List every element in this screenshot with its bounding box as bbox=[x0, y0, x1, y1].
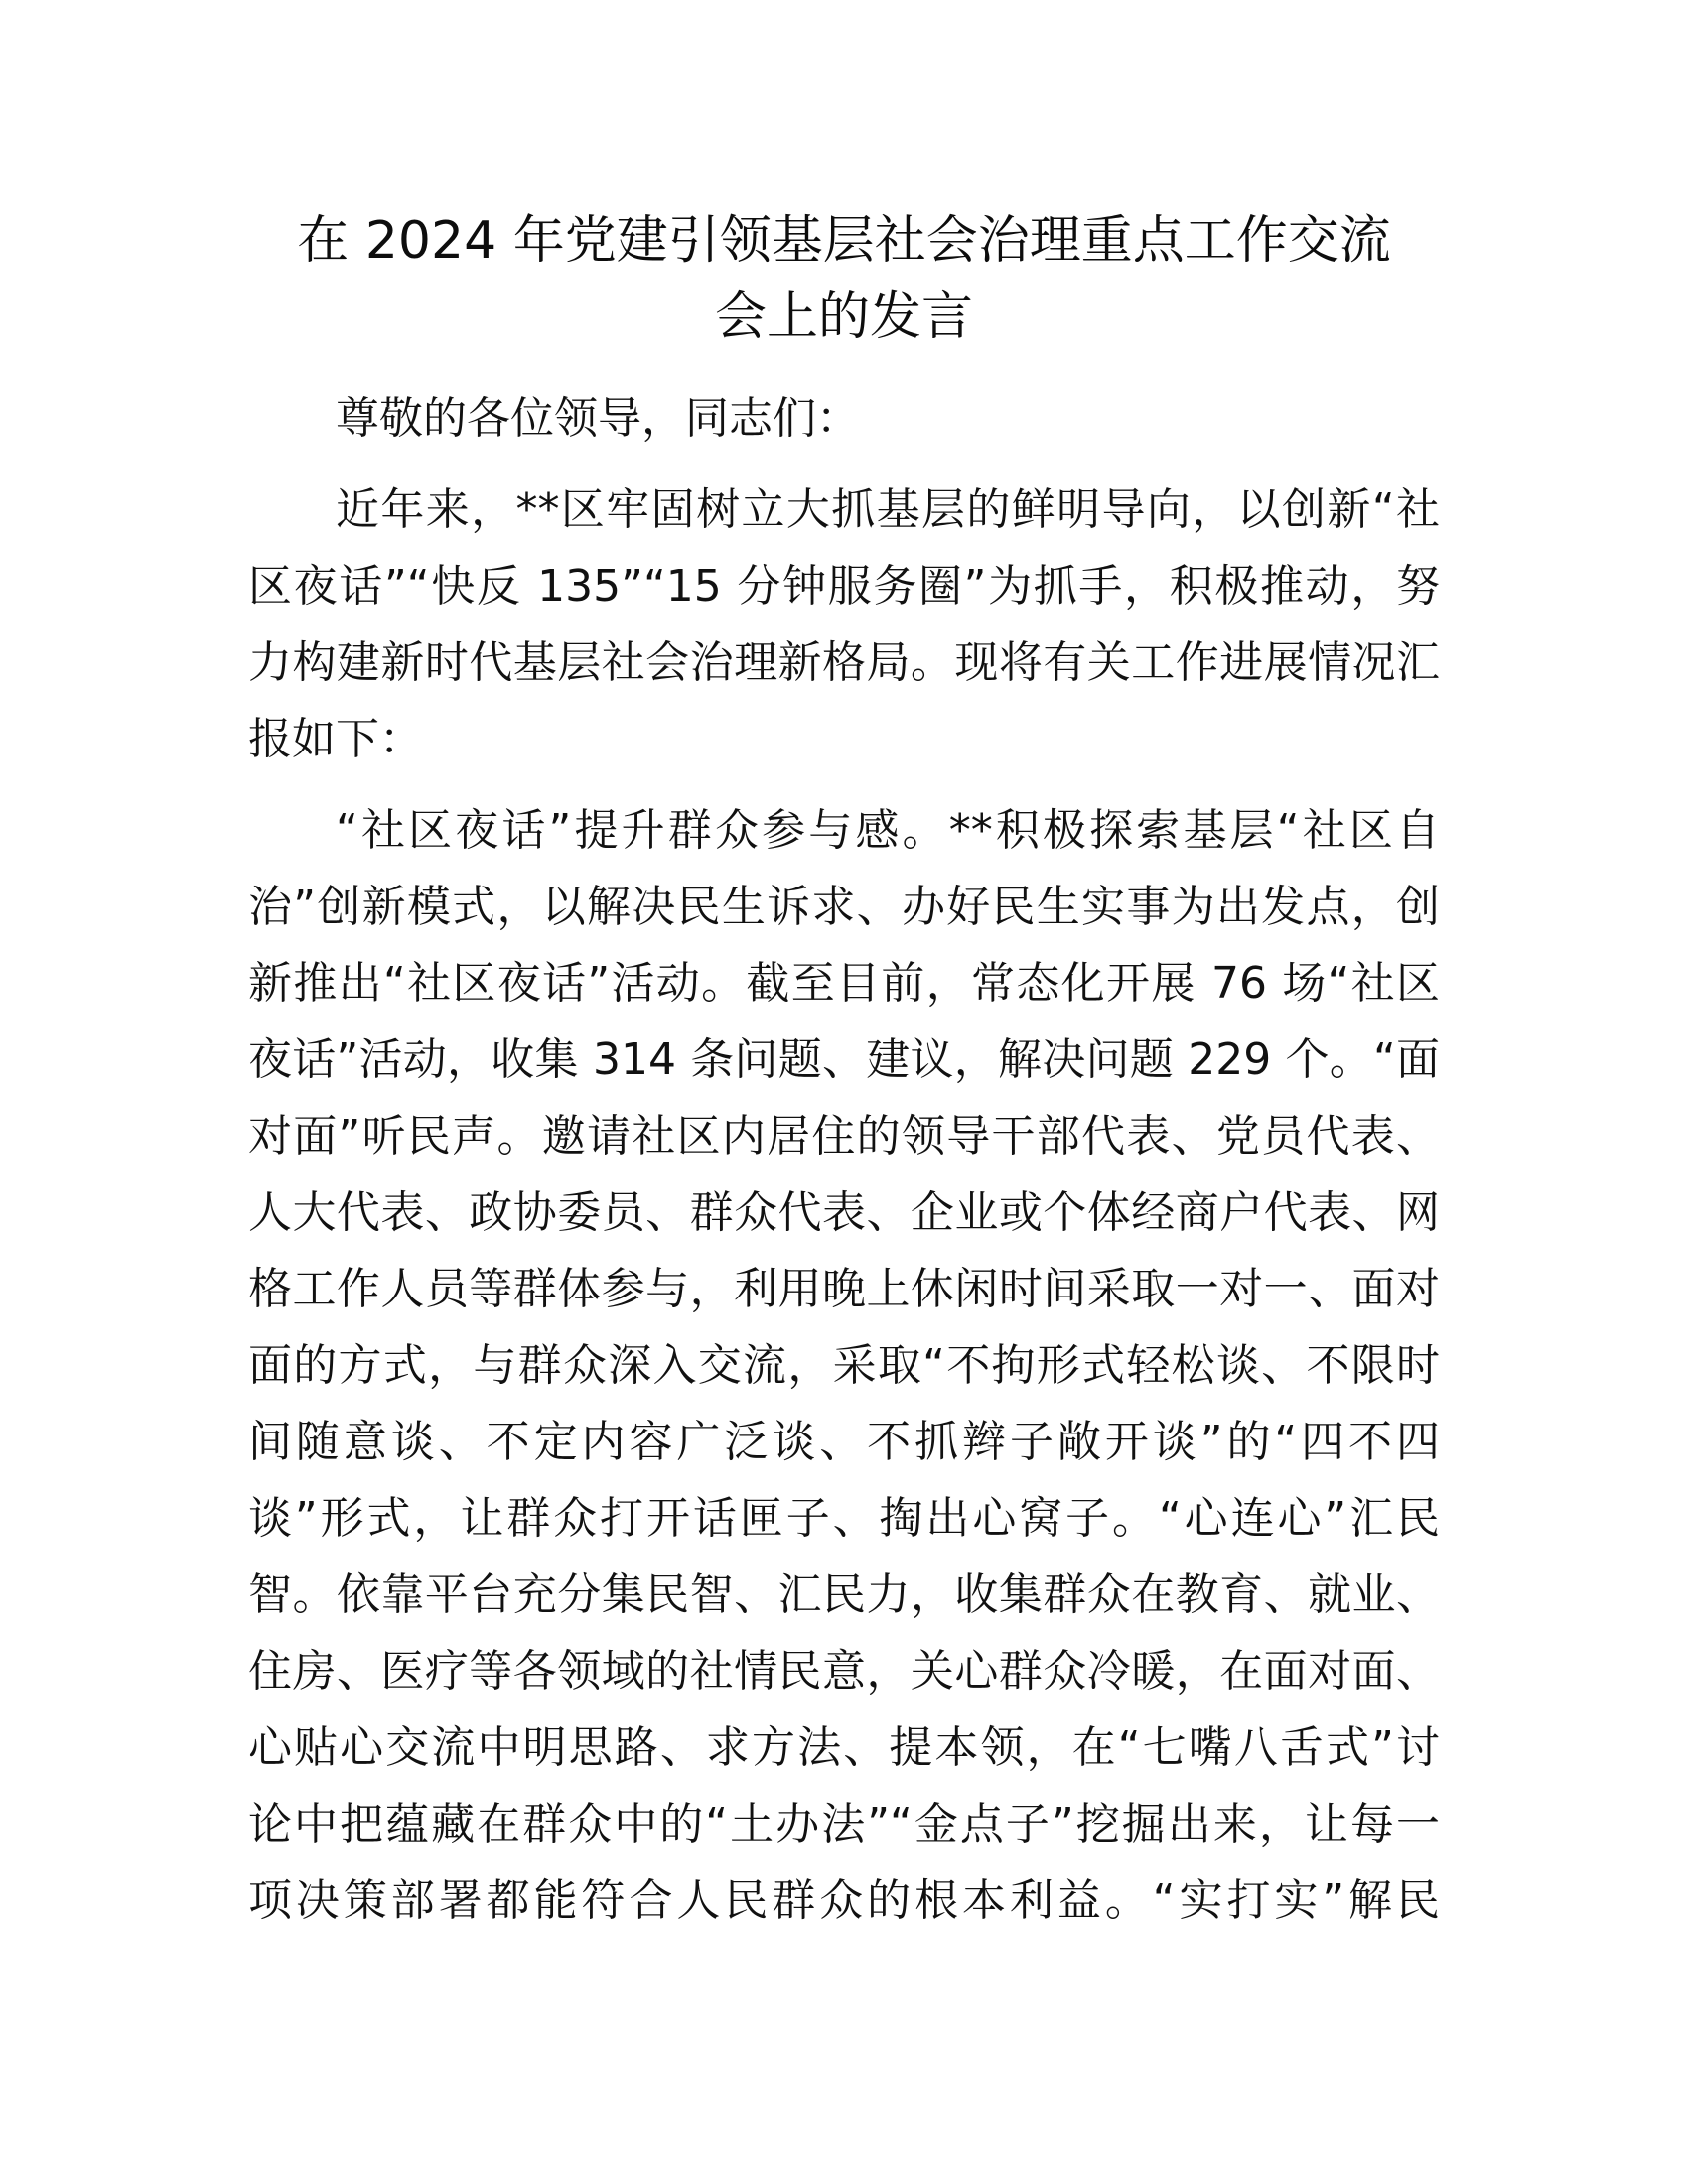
body-line: “社区夜话”提升群众参与感。**积极探索基层“社区自 bbox=[336, 805, 1440, 856]
document-title bbox=[243, 204, 1445, 354]
body-line: 报如下： bbox=[248, 714, 423, 764]
body-line: 人大代表、政协委员、群众代表、企业或个体经商户代表、网 bbox=[248, 1187, 1440, 1238]
body-line: 力构建新时代基层社会治理新格局。现将有关工作进展情况汇 bbox=[248, 637, 1440, 688]
body-line: 面的方式，与群众深入交流，采取“不拘形式轻松谈、不限时 bbox=[248, 1340, 1440, 1391]
body-line: 心贴心交流中明思路、求方法、提本领，在“七嘴八舌式”讨 bbox=[248, 1722, 1440, 1773]
title-line-1: 在 2024 年党建引领基层社会治理重点工作交流 bbox=[297, 211, 1391, 271]
body-line: 智。依靠平台充分集民智、汇民力，收集群众在教育、就业、 bbox=[248, 1570, 1440, 1620]
body-line: 谈”形式，让群众打开话匣子、掏出心窝子。“心连心”汇民 bbox=[248, 1493, 1440, 1544]
body-line: 项决策部署都能符合人民群众的根本利益。“实打实”解民 bbox=[248, 1875, 1440, 1926]
title-line-2: 会上的发言 bbox=[714, 287, 973, 346]
body-line: 新推出“社区夜话”活动。截至目前，常态化开展 76 场“社区 bbox=[248, 958, 1440, 1009]
body-line: 间随意谈、不定内容广泛谈、不抓辫子敞开谈”的“四不四 bbox=[248, 1417, 1440, 1467]
body-line: 治”创新模式，以解决民生诉求、办好民生实事为出发点，创 bbox=[248, 882, 1440, 932]
body-line: 区夜话”“快反 135”“15 分钟服务圈”为抓手，积极推动，努 bbox=[248, 561, 1440, 612]
salutation: 尊敬的各位领导，同志们： bbox=[336, 393, 860, 444]
body-line: 近年来，**区牢固树立大抓基层的鲜明导向，以创新“社 bbox=[336, 484, 1440, 535]
body-line: 夜话”活动，收集 314 条问题、建议，解决问题 229 个。“面 bbox=[248, 1034, 1440, 1085]
body-line: 论中把蕴藏在群众中的“土办法”“金点子”挖掘出来，让每一 bbox=[248, 1799, 1440, 1849]
body-line: 格工作人员等群体参与，利用晚上休闲时间采取一对一、面对 bbox=[248, 1264, 1440, 1314]
body-line: 住房、医疗等各领域的社情民意，关心群众冷暖，在面对面、 bbox=[248, 1646, 1440, 1697]
body-line: 对面”听民声。邀请社区内居住的领导干部代表、党员代表、 bbox=[248, 1111, 1440, 1161]
